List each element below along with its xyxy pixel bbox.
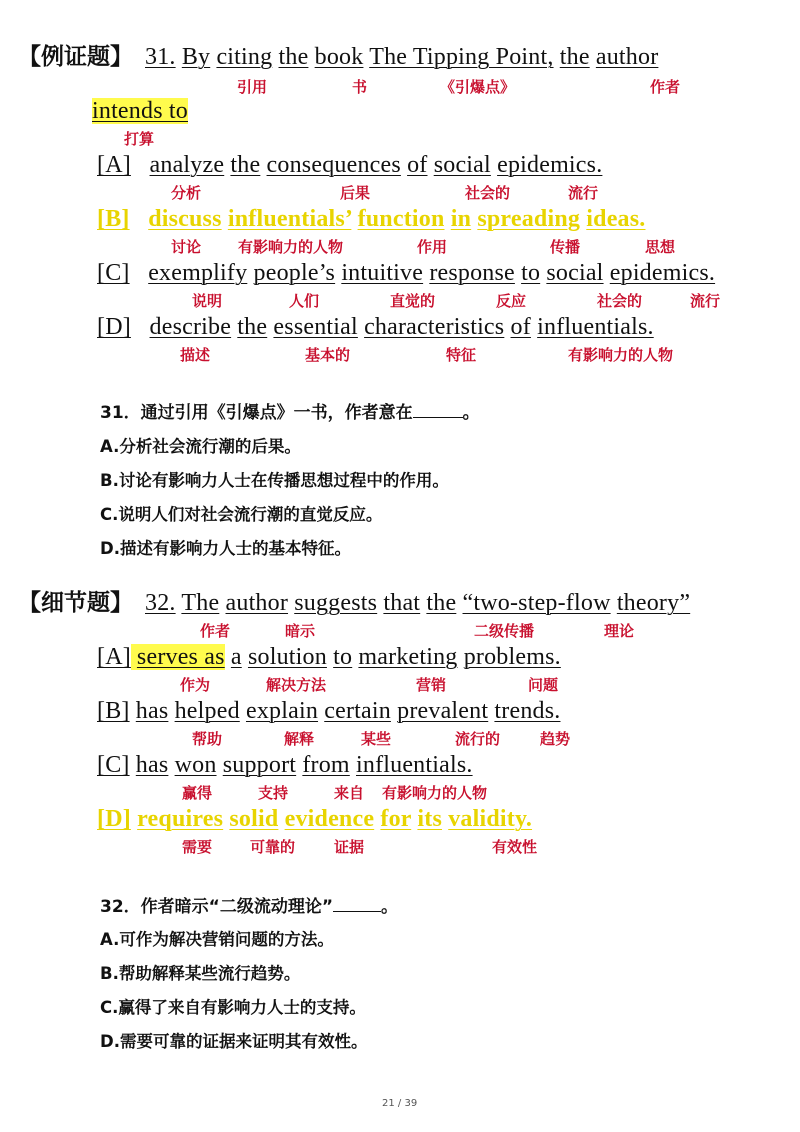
option-word: people’s <box>253 260 336 286</box>
option-word: spreading <box>477 206 581 232</box>
stem-word: 31. <box>145 44 176 70</box>
option-word: certain <box>324 698 391 724</box>
option-word: explain <box>245 698 319 724</box>
annotation: 有影响力的人物 <box>568 346 674 364</box>
annotation: 需要 <box>182 838 213 856</box>
option-word: to <box>333 644 353 670</box>
option-word: social <box>433 152 491 178</box>
annotation: 有影响力的人物 <box>238 238 344 256</box>
zh-option: D.需要可靠的证据来证明其有效性。 <box>100 1032 368 1051</box>
annotation: 营销 <box>416 676 447 694</box>
option-word: prevalent <box>397 698 489 724</box>
option-word: ideas. <box>586 206 646 232</box>
stem-word: citing <box>216 44 273 70</box>
option-word: in <box>450 206 472 232</box>
option-word: problems. <box>463 644 561 670</box>
question-stem <box>145 43 658 71</box>
annotation: 有影响力的人物 <box>382 784 488 802</box>
option-word: support <box>222 752 297 778</box>
annotation: 引用 <box>237 78 268 96</box>
annotation: 解释 <box>284 730 315 748</box>
zh-question-end: 。 <box>381 897 399 917</box>
option-word: of <box>407 152 428 178</box>
zh-option: C.说明人们对社会流行潮的直觉反应。 <box>100 505 383 524</box>
option-word: has <box>135 752 169 778</box>
zh-option: B.帮助解释某些流行趋势。 <box>100 964 301 983</box>
zh-question-end: 。 <box>462 403 480 423</box>
stem-word: theory” <box>616 590 691 616</box>
annotation: 作用 <box>417 238 448 256</box>
stem-word: the <box>278 44 309 70</box>
stem-word: the <box>559 44 590 70</box>
option-word: influentials. <box>537 314 654 340</box>
annotation: 趋势 <box>540 730 571 748</box>
zh-option: D.描述有影响力人士的基本特征。 <box>100 539 351 558</box>
option-b-correct <box>97 205 646 233</box>
option-word: consequences <box>266 152 401 178</box>
stem-word-highlighted: intends to <box>92 98 188 124</box>
question-stem <box>145 589 690 617</box>
question-type-tag: 【例证题】 <box>18 44 133 70</box>
annotation: 流行 <box>568 184 599 202</box>
annotation: 作者 <box>650 78 681 96</box>
answer-blank <box>413 417 463 418</box>
option-word: trends. <box>494 698 561 724</box>
option-word: solid <box>229 806 279 832</box>
option-word-highlighted: serves as <box>131 644 225 670</box>
option-word: discuss <box>148 206 222 232</box>
stem-word: The Tipping Point, <box>369 44 554 70</box>
option-word: describe <box>149 314 232 340</box>
page-separator: / <box>397 1098 402 1109</box>
option-word: epidemics. <box>609 260 716 286</box>
option-word: analyze <box>149 152 225 178</box>
stem-word: the <box>426 590 457 616</box>
annotation: 来自 <box>334 784 365 802</box>
option-letter: [C] <box>97 260 130 286</box>
option-d-correct <box>97 805 532 833</box>
option-c <box>97 751 473 779</box>
annotation: 思想 <box>645 238 676 256</box>
annotation: 流行 <box>690 292 721 310</box>
annotation: 传播 <box>550 238 581 256</box>
annotation: 社会的 <box>597 292 643 310</box>
option-word: marketing <box>358 644 458 670</box>
annotation: 《引爆点》 <box>440 78 516 96</box>
zh-question-text: 31．通过引用《引爆点》一书，作者意在 <box>100 403 413 423</box>
stem-word: The <box>181 590 220 616</box>
annotation: 讨论 <box>171 238 202 256</box>
annotation: 书 <box>352 78 368 96</box>
annotation: 可靠的 <box>250 838 296 856</box>
option-a <box>97 151 602 179</box>
option-word: of <box>510 314 531 340</box>
option-word: solution <box>247 644 327 670</box>
stem-word: By <box>181 44 211 70</box>
option-letter: [D] <box>97 806 131 832</box>
annotation: 人们 <box>289 292 320 310</box>
question-stem-continued <box>92 97 188 125</box>
option-a <box>97 643 561 671</box>
option-d <box>97 313 654 341</box>
option-letter: [A] <box>97 644 131 670</box>
annotation: 分析 <box>171 184 202 202</box>
annotation: 二级传播 <box>474 622 535 640</box>
option-word: characteristics <box>364 314 505 340</box>
option-word: its <box>417 806 443 832</box>
option-c <box>97 259 715 287</box>
zh-question <box>100 897 398 917</box>
total-pages: 39 <box>404 1098 418 1109</box>
option-word: the <box>230 152 261 178</box>
option-word: a <box>230 644 242 670</box>
zh-option: A.分析社会流行潮的后果。 <box>100 437 301 456</box>
annotation: 暗示 <box>285 622 316 640</box>
annotation: 说明 <box>192 292 223 310</box>
option-word: has <box>135 698 169 724</box>
option-b <box>97 697 560 725</box>
option-word: validity. <box>448 806 533 832</box>
option-letter: [C] <box>97 752 130 778</box>
annotation: 解决方法 <box>266 676 327 694</box>
page-number <box>382 1098 417 1109</box>
option-word: function <box>357 206 445 232</box>
option-word: influentials’ <box>227 206 352 232</box>
annotation: 问题 <box>528 676 559 694</box>
option-word: to <box>521 260 541 286</box>
annotation: 特征 <box>446 346 477 364</box>
stem-word: “two-step-flow <box>462 590 611 616</box>
option-word: helped <box>174 698 240 724</box>
zh-option: B.讨论有影响力人士在传播思想过程中的作用。 <box>100 471 449 490</box>
question-type-tag: 【细节题】 <box>18 590 133 616</box>
option-word: essential <box>273 314 358 340</box>
option-word: requires <box>137 806 224 832</box>
annotation: 描述 <box>180 346 211 364</box>
option-word: the <box>237 314 268 340</box>
stem-word: book <box>314 44 364 70</box>
annotation: 作为 <box>180 676 211 694</box>
option-letter: [B] <box>97 698 130 724</box>
annotation: 流行的 <box>455 730 501 748</box>
option-letter: [A] <box>97 152 131 178</box>
option-letter: [D] <box>97 314 131 340</box>
option-word: social <box>546 260 604 286</box>
annotation: 直觉的 <box>390 292 436 310</box>
annotation: 某些 <box>361 730 392 748</box>
annotation: 作者 <box>200 622 231 640</box>
option-word: influentials. <box>356 752 473 778</box>
annotation: 打算 <box>124 130 155 148</box>
annotation: 基本的 <box>305 346 351 364</box>
annotation: 支持 <box>258 784 289 802</box>
zh-option: A.可作为解决营销问题的方法。 <box>100 930 334 949</box>
zh-question-text: 32．作者暗示“二级流动理论” <box>100 897 334 917</box>
stem-word: 32. <box>145 590 176 616</box>
zh-option: C.赢得了来自有影响力人士的支持。 <box>100 998 366 1017</box>
annotation: 证据 <box>334 838 365 856</box>
option-word: response <box>429 260 515 286</box>
stem-word: that <box>383 590 421 616</box>
option-word: intuitive <box>341 260 424 286</box>
option-word: from <box>302 752 350 778</box>
stem-word: author <box>225 590 289 616</box>
option-word: evidence <box>284 806 375 832</box>
annotation: 有效性 <box>492 838 538 856</box>
option-word: won <box>174 752 217 778</box>
annotation: 社会的 <box>465 184 511 202</box>
answer-blank <box>333 911 381 912</box>
annotation: 赢得 <box>182 784 213 802</box>
annotation: 后果 <box>340 184 371 202</box>
stem-word: suggests <box>294 590 378 616</box>
annotation: 理论 <box>604 622 635 640</box>
option-word: exemplify <box>148 260 248 286</box>
option-word: epidemics. <box>497 152 603 178</box>
option-letter: [B] <box>97 206 130 232</box>
current-page: 21 <box>382 1098 395 1109</box>
zh-question <box>100 403 480 423</box>
annotation: 反应 <box>496 292 527 310</box>
stem-word: author <box>595 44 659 70</box>
option-word: for <box>380 806 412 832</box>
annotation: 帮助 <box>192 730 223 748</box>
